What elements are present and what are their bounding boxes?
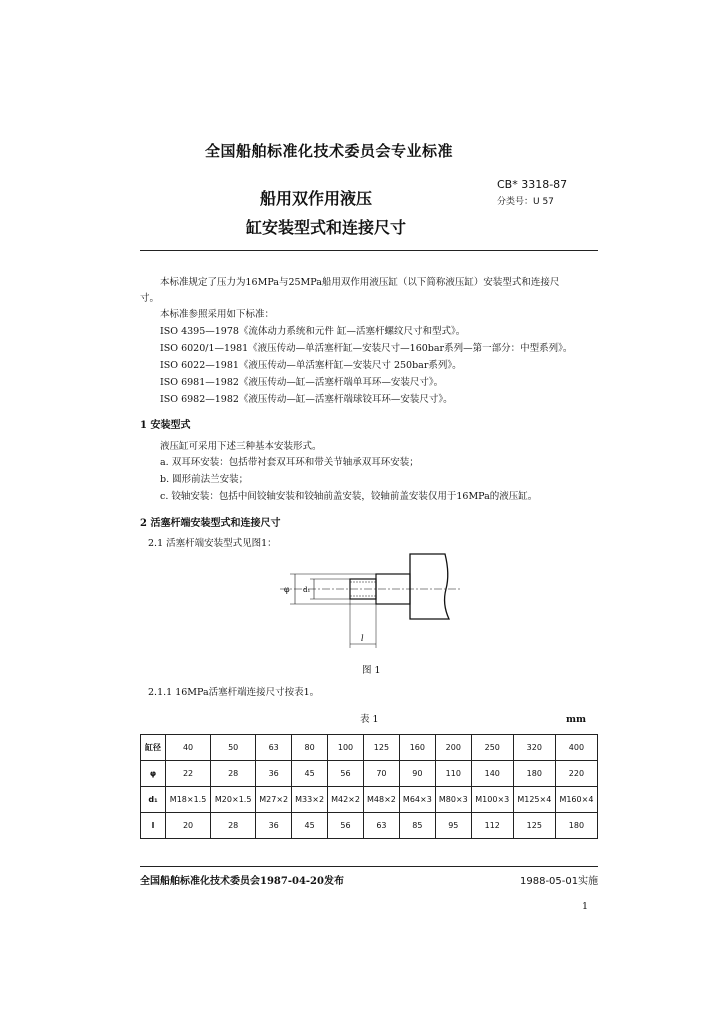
table-cell: M48×2	[363, 787, 399, 813]
table-cell: M27×2	[256, 787, 292, 813]
section1-intro: 液压缸可采用下述三种基本安装形式。	[160, 441, 322, 452]
table-cell: 28	[211, 761, 256, 787]
page-number: 1	[582, 901, 589, 912]
table-cell: 56	[328, 761, 364, 787]
figure-caption: 图 1	[362, 665, 381, 676]
table-cell: 40	[166, 735, 211, 761]
table-cell: 63	[363, 813, 399, 839]
table-cell: 160	[399, 735, 435, 761]
table-cell: M125×4	[513, 787, 555, 813]
standard-title-line1: 船用双作用液压	[260, 189, 373, 208]
table-cell: 36	[256, 813, 292, 839]
row-header: φ	[141, 761, 166, 787]
table-cell: 200	[435, 735, 471, 761]
table-cell: 112	[471, 813, 513, 839]
table-cell: 56	[328, 813, 364, 839]
table-cell: 110	[435, 761, 471, 787]
table-cell: 28	[211, 813, 256, 839]
classification-number: 分类号：U 57	[497, 197, 554, 207]
subsection-2-1: 2.1 活塞杆端安装型式见图1：	[148, 538, 277, 549]
table-cell: 180	[555, 813, 597, 839]
table-cell: M20×1.5	[211, 787, 256, 813]
phi-label: φ	[284, 585, 290, 594]
row-header: l	[141, 813, 166, 839]
table-row	[141, 735, 598, 761]
table-row	[141, 761, 598, 787]
l-label: l	[361, 634, 364, 643]
table-cell: 20	[166, 813, 211, 839]
connection-dimensions-table	[140, 734, 598, 839]
row-header: d₁	[141, 787, 166, 813]
table-cell: 95	[435, 813, 471, 839]
table-cell: 50	[211, 735, 256, 761]
table-cell: M33×2	[292, 787, 328, 813]
table-cell: 36	[256, 761, 292, 787]
table-cell: 400	[555, 735, 597, 761]
table-cell: 45	[292, 813, 328, 839]
table-caption: 表 1	[360, 714, 379, 725]
intro-reference-lead: 本标准参照采用如下标准：	[160, 309, 275, 320]
table-cell: 250	[471, 735, 513, 761]
subsection-2-1-1: 2.1.1 16MPa活塞杆端连接尺寸按表1。	[148, 687, 320, 698]
table-cell: 125	[513, 813, 555, 839]
table-cell: M64×3	[399, 787, 435, 813]
standard-title-line2: 缸安装型式和连接尺寸	[246, 218, 407, 237]
reference-item: ISO 6982—1982《液压传动—缸—活塞杆端球铰耳环—安装尺寸》。	[160, 394, 453, 405]
table-cell: 85	[399, 813, 435, 839]
table-cell: 90	[399, 761, 435, 787]
table-unit: mm	[566, 714, 587, 725]
intro-paragraph-line1: 本标准规定了压力为16MPa与25MPa船用双作用液压缸（以下简称液压缸）安装型式和连接尺	[160, 277, 560, 288]
row-header: 缸径	[141, 735, 166, 761]
table-cell: 320	[513, 735, 555, 761]
table-cell: M18×1.5	[166, 787, 211, 813]
table-cell: 70	[363, 761, 399, 787]
table-cell: 140	[471, 761, 513, 787]
reference-item: ISO 6020/1—1981《液压传动—单活塞杆缸—安装尺寸—160bar系列—第一部分：中型系列》。	[160, 343, 573, 354]
table-cell: 220	[555, 761, 597, 787]
standard-code: CB* 3318-87	[497, 178, 568, 191]
section1-heading: 1 安装型式	[140, 420, 191, 431]
implementation-date: 1988-05-01实施	[520, 876, 599, 887]
table-cell: 80	[292, 735, 328, 761]
table-cell: M42×2	[328, 787, 364, 813]
table-cell: 125	[363, 735, 399, 761]
reference-item: ISO 4395—1978《流体动力系统和元件 缸—活塞杆螺纹尺寸和型式》。	[160, 326, 466, 337]
issuing-organization: 全国船舶标准化技术委员会专业标准	[205, 142, 454, 160]
header-rule	[140, 250, 598, 251]
intro-paragraph-line2: 寸。	[140, 293, 160, 304]
reference-item: ISO 6981—1982《液压传动—缸—活塞杆端单耳环—安装尺寸》。	[160, 377, 444, 388]
table-cell: 100	[328, 735, 364, 761]
footer-rule	[140, 866, 598, 867]
mounting-type-item: a. 双耳环安装：包括带衬套双耳环和带关节轴承双耳环安装；	[160, 457, 419, 468]
table-row	[141, 787, 598, 813]
table-row	[141, 813, 598, 839]
table-cell: M80×3	[435, 787, 471, 813]
table-cell: 63	[256, 735, 292, 761]
mounting-type-item: b. 圆形前法兰安装；	[160, 474, 249, 485]
piston-rod-end-drawing	[270, 544, 470, 656]
publication-date: 全国船舶标准化技术委员会1987-04-20发布	[140, 876, 344, 887]
reference-item: ISO 6022—1981《液压传动—单活塞杆缸—安装尺寸 250bar系列》。	[160, 360, 462, 371]
d1-label: d₁	[303, 586, 311, 594]
section2-heading: 2 活塞杆端安装型式和连接尺寸	[140, 518, 281, 529]
table-cell: 180	[513, 761, 555, 787]
table-cell: M100×3	[471, 787, 513, 813]
table-cell: 45	[292, 761, 328, 787]
table-cell: 22	[166, 761, 211, 787]
table-cell: M160×4	[555, 787, 597, 813]
mounting-type-item: c. 铰轴安装：包括中间铰轴安装和铰轴前盖安装，铰轴前盖安装仅用于16MPa的液压缸。	[160, 491, 538, 502]
